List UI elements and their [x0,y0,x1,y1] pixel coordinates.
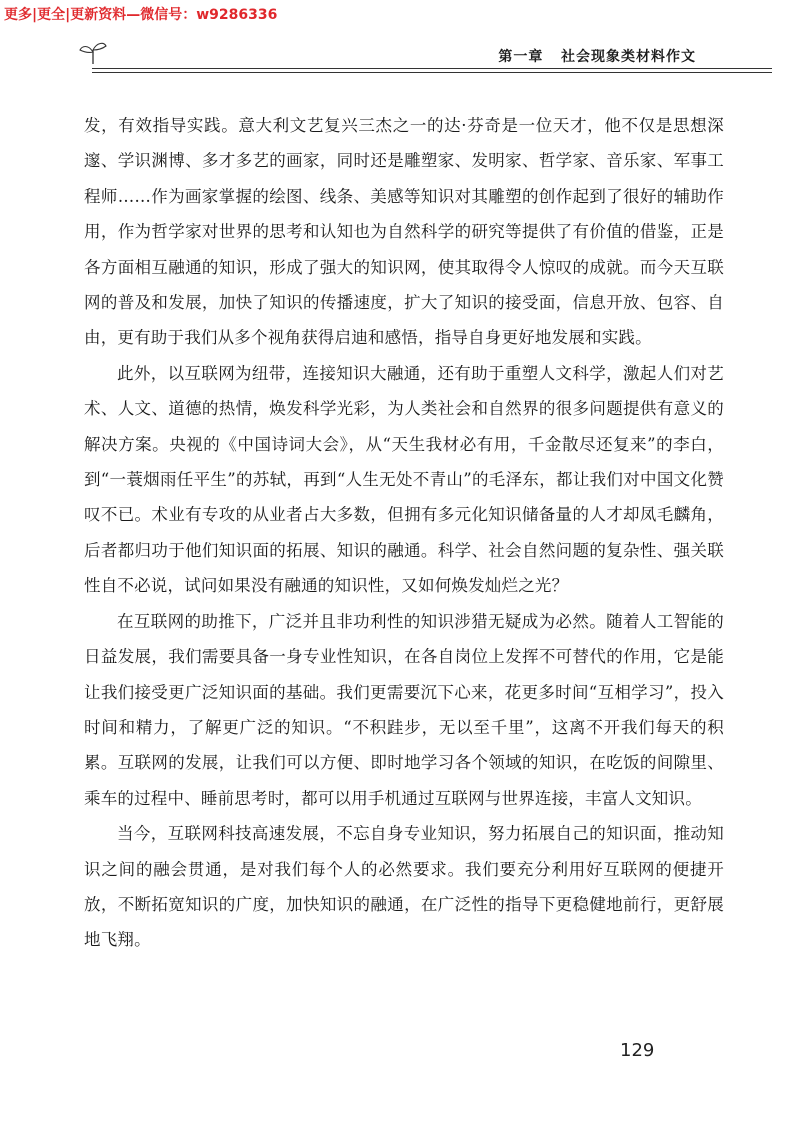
header-rule-secondary [92,72,772,73]
chapter-title: 社会现象类材料作文 [561,49,696,65]
paragraph-2: 此外，以互联网为纽带，连接知识大融通，还有助于重塑人文科学，激起人们对艺术、人文、道德的热情，焕发科学光彩，为人类社会和自然界的很多问题提供有意义的解决方案。央视的《中国诗词大会》，从“天生我材必有用，千金散尽还复来”的李白，到“一蓑烟雨任平生”的苏轼，再到“人生无处不青山”的毛泽东，都让我们对中国文化赞叹不已。术业有专攻的从业者占大多数，但拥有多元化知识储备量的人才却凤毛麟角，后者都归功于他们知识面的拓展、知识的融通。科学、社会自然问题的复杂性、强关联性自不必说，试问如果没有融通的知识性，又如何焕发灿烂之光？ [84,363,724,596]
body-text [84,108,724,958]
paragraph-3: 在互联网的助推下，广泛并且非功利性的知识涉猎无疑成为必然。随着人工智能的日益发展，我们需要具备一身专业性知识，在各自岗位上发挥不可替代的作用，它是能让我们接受更广泛知识面的基础。我们更需要沉下心来，花更多时间“互相学习”，投入时间和精力，了解更广泛的知识。“不积跬步，无以至千里”，这离不开我们每天的积累。互联网的发展，让我们可以方便、即时地学习各个领域的知识，在吃饭的间隙里、乘车的过程中、睡前思考时，都可以用手机通过互联网与世界连接，丰富人文知识。 [84,611,724,808]
header-rule [92,68,772,69]
paragraph-4: 当今，互联网科技高速发展，不忘自身专业知识，努力拓展自己的知识面，推动知识之间的融会贯通，是对我们每个人的必然要求。我们要充分利用好互联网的便捷开放，不断拓宽知识的广度，加快知识的融通，在广泛性的指导下更稳健地前行，更舒展地飞翔。 [84,824,724,950]
sprout-icon [78,40,108,64]
watermark-text: 更多|更全|更新资料—微信号：w9286336 [4,7,278,23]
page-number: 129 [620,1040,655,1061]
page-header [70,40,800,80]
chapter-number: 第一章 [498,49,544,65]
chapter-heading [492,46,702,68]
paragraph-1: 发，有效指导实践。意大利文艺复兴三杰之一的达·芬奇是一位天才，他不仅是思想深邃、学识渊博、多才多艺的画家，同时还是雕塑家、发明家、哲学家、音乐家、军事工程师……作为画家掌握的绘图、线条、美感等知识对其雕塑的创作起到了很好的辅助作用，作为哲学家对世界的思考和认知也为自然科学的研究等提供了有价值的借鉴，正是各方面相互融通的知识，形成了强大的知识网，使其取得令人惊叹的成就。而今天互联网的普及和发展，加快了知识的传播速度，扩大了知识的接受面，信息开放、包容、自由，更有助于我们从多个视角获得启迪和感悟，指导自身更好地发展和实践。 [84,116,724,348]
